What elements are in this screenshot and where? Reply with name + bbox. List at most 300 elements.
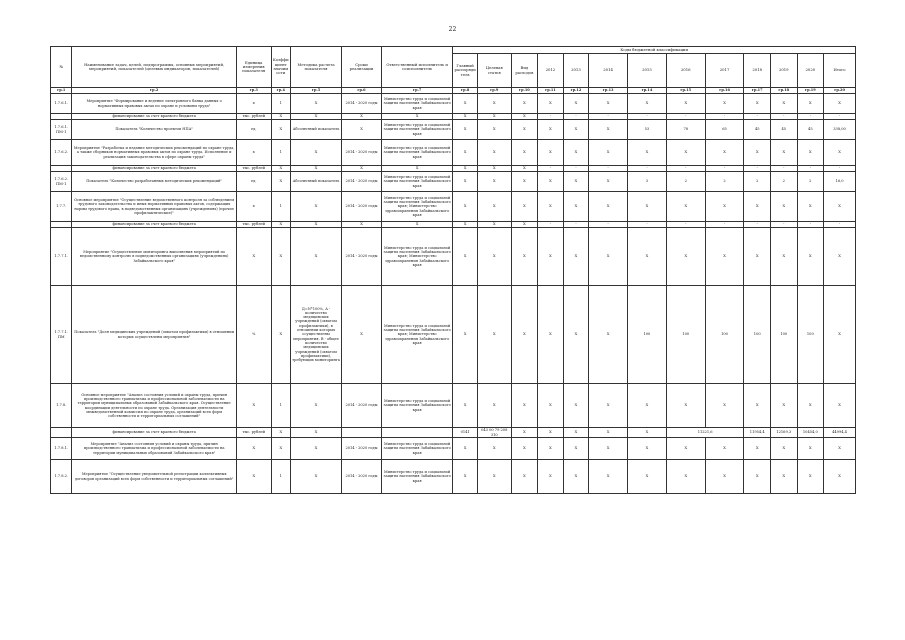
row-responsible [381, 428, 453, 438]
row-number: 1.7.6.2. [51, 140, 72, 166]
header-year: 2017 [705, 54, 744, 88]
row-chief: Х [453, 438, 478, 460]
row-chief: Х [453, 460, 478, 494]
row-coef: Х [271, 172, 290, 192]
row-exp-type: Х [511, 460, 538, 494]
row-target: Х [477, 384, 511, 428]
row-year-value: 100 [666, 286, 705, 384]
row-year-value: - [589, 166, 628, 172]
col-number: гр.20 [824, 88, 856, 94]
row-year-value: 45 [771, 120, 798, 140]
row-year-value: Х [563, 286, 589, 384]
table-row [51, 94, 856, 114]
row-terms: Х [342, 222, 382, 228]
row-chief: Х [453, 222, 478, 228]
row-year-value: 100 [771, 286, 798, 384]
row-target: Х [477, 114, 511, 120]
header-year: 2013 [563, 54, 589, 88]
table-row [51, 428, 856, 438]
row-unit: ед. [236, 120, 271, 140]
row-number: 1.7.7.1. ПМ [51, 286, 72, 384]
col-number: гр.1 [51, 88, 72, 94]
row-terms: 2014 - 2020 годы [342, 140, 382, 166]
row-year-value: Х [589, 438, 628, 460]
budget-table [50, 46, 856, 494]
row-number: 1.7.8.2. [51, 460, 72, 494]
row-number: 1.7.7. [51, 192, 72, 222]
table-row [51, 172, 856, 192]
row-year-value: 10454,0 [797, 428, 824, 438]
row-year-value: Х [666, 192, 705, 222]
row-terms: 2014 - 2020 годы [342, 192, 382, 222]
row-total: - [824, 114, 856, 120]
col-number: гр.2 [72, 88, 236, 94]
row-year-value: Х [538, 438, 564, 460]
row-year-value: Х [797, 192, 824, 222]
row-total: - [824, 222, 856, 228]
row-exp-type: Х [511, 438, 538, 460]
row-terms: 2014 - 2020 годы [342, 438, 382, 460]
row-year-value: - [797, 166, 824, 172]
header-year: 2020 [797, 54, 824, 88]
row-terms: 2014 - 2020 годы [342, 228, 382, 286]
col-number: гр.12 [563, 88, 589, 94]
row-coef: 1 [271, 384, 290, 428]
row-exp-type: Х [511, 94, 538, 114]
row-number: 1.7.8. [51, 384, 72, 428]
table-body [51, 94, 856, 494]
row-exp-type: Х [511, 192, 538, 222]
table-row [51, 120, 856, 140]
row-year-value: - [797, 114, 824, 120]
row-year-value: Х [589, 428, 628, 438]
header-terms: Сроки реализации [342, 47, 382, 88]
row-name: Основное мероприятие "Осуществление ведомственного контроля за соблюдением трудового законодательства и иных нормативных правовых актов, содержащих нормы трудового права, в подведомственных организациях (учреждениях) (прочие профилактические)" [72, 192, 236, 222]
row-exp-type: Х [511, 286, 538, 384]
row-terms: 2014 - 2020 годы [342, 384, 382, 428]
header-chief: Главный распорядитель [453, 54, 478, 88]
row-year-value: Х [744, 228, 771, 286]
row-year-value: 2 [771, 172, 798, 192]
row-unit: х [236, 94, 271, 114]
row-target: Х [477, 286, 511, 384]
row-coef: Х [271, 228, 290, 286]
row-year-value: Х [563, 384, 589, 428]
row-year-value: 11221,6 [666, 428, 744, 438]
row-responsible: Министерство труда и социальной защиты населения Забайкальского края [381, 460, 453, 494]
row-year-value: Х [628, 384, 667, 428]
row-number: 1.7.7.1. [51, 228, 72, 286]
row-year-value: Х [563, 120, 589, 140]
row-target: Х [477, 192, 511, 222]
table-row [51, 438, 856, 460]
row-exp-type: Х [511, 222, 538, 228]
row-year-value: Х [705, 94, 744, 114]
row-year-value: 2 [666, 172, 705, 192]
row-method: Д=N*100%, A - количество медицинских учреждений (охватом профилактики), в отношении которых осуществлены мероприятия, В - общее количество медицинских учреждений (охватом профилактики), требующих мониторинга [291, 286, 342, 384]
row-unit: % [236, 286, 271, 384]
row-year-value: Х [797, 438, 824, 460]
row-unit: тыс. рублей [236, 428, 271, 438]
row-chief: Х [453, 114, 478, 120]
col-number: гр.10 [511, 88, 538, 94]
row-year-value: Х [797, 460, 824, 494]
row-year-value: - [797, 222, 824, 228]
row-year-value: - [771, 114, 798, 120]
row-year-value: - [563, 166, 589, 172]
header-responsible: Ответственный исполнитель и соисполнитель [381, 47, 453, 88]
row-year-value: Х [589, 384, 628, 428]
row-year-value: - [628, 166, 667, 172]
row-method: Х [291, 192, 342, 222]
row-year-value: - [744, 166, 771, 172]
row-year-value: Х [589, 460, 628, 494]
row-name: Основное мероприятие "Анализ состояния условий и охраны труда, причин производственного травматизма и профессиональной заболеваемости на территории муниципальных образований Забайкальского края. Осуществление координации деятельности по охране труда. Организация деятельности межведомственной комиссии по охране труда, организаций всех форм собственности и территориальных соглашений" [72, 384, 236, 428]
row-year-value: Х [563, 228, 589, 286]
row-responsible: Министерство труда и социальной защиты населения Забайкальского края [381, 384, 453, 428]
row-year-value: 2 [705, 172, 744, 192]
table-row [51, 286, 856, 384]
row-year-value: Х [771, 94, 798, 114]
row-year-value: Х [563, 94, 589, 114]
row-chief: Х [453, 94, 478, 114]
row-coef: Х [271, 166, 290, 172]
row-year-value: - [744, 114, 771, 120]
row-name: Показатель "Количество разработанных методических рекомендаций" [72, 172, 236, 192]
row-year-value: Х [666, 460, 705, 494]
row-terms: 2014 - 2020 годы [342, 172, 382, 192]
row-number: 1.7.6.1. [51, 94, 72, 114]
header-year: 2019 [771, 54, 798, 88]
row-chief: Х [453, 192, 478, 222]
row-responsible: Х [381, 222, 453, 228]
row-year-value: Х [797, 94, 824, 114]
header-target: Целевая статья [477, 54, 511, 88]
row-unit: Х [236, 438, 271, 460]
row-name: Мероприятие "Формирование и ведение электронного банка данных о нормативных правовых актах по охране и условиям труда" [72, 94, 236, 114]
row-year-value: 100 [705, 286, 744, 384]
row-total: Х [824, 384, 856, 428]
row-number: 1.7.6.1. ПМ-1 [51, 120, 72, 140]
row-year-value: 65 [705, 120, 744, 140]
row-year-value: 11954,4 [744, 428, 771, 438]
row-terms: Х [342, 286, 382, 384]
row-total: - [824, 166, 856, 172]
row-method: Х [291, 140, 342, 166]
row-year-value: Х [666, 94, 705, 114]
row-total: 16,0 [824, 172, 856, 192]
row-year-value: - [538, 166, 564, 172]
header-num: № [51, 47, 72, 88]
row-name: Мероприятие "Анализ состояния условий и охраны труда, причин производственного травматизма и профессиональной заболеваемости на территории муниципальных образований Забайкальского края" [72, 438, 236, 460]
row-total: Х [824, 460, 856, 494]
row-unit: тыс. рублей [236, 222, 271, 228]
row-method: Х [291, 384, 342, 428]
row-number: 1.7.6.2. ПМ-1 [51, 172, 72, 192]
row-total: Х [824, 140, 856, 166]
row-responsible: Министерство труда и социальной защиты населения Забайкальского края; Министерство здравоохранения Забайкальского края [381, 286, 453, 384]
row-coef: Х [271, 114, 290, 120]
row-year-value: Х [771, 438, 798, 460]
row-year-value: Х [628, 140, 667, 166]
col-number: гр.15 [666, 88, 705, 94]
table-row [51, 384, 856, 428]
row-chief: Х [453, 228, 478, 286]
header-exp-type: Вид расходов [511, 54, 538, 88]
row-coef: 1 [271, 94, 290, 114]
row-exp-type: Х [511, 114, 538, 120]
row-exp-type: Х [511, 172, 538, 192]
row-total: Х [824, 286, 856, 384]
row-year-value: Х [666, 228, 705, 286]
row-year-value: - [771, 166, 798, 172]
row-year-value: - [628, 114, 667, 120]
row-year-value: - [563, 222, 589, 228]
row-name: финансирование за счет краевого бюджета [72, 114, 236, 120]
page-number: 22 [448, 26, 457, 33]
row-exp-type: Х [511, 428, 538, 438]
row-year-value: Х [563, 140, 589, 166]
row-year-value: Х [589, 228, 628, 286]
col-number: гр.11 [538, 88, 564, 94]
row-year-value: Х [705, 192, 744, 222]
col-number: гр.17 [744, 88, 771, 94]
row-target: 043 00 79 208 310 [477, 428, 511, 438]
row-responsible: Х [381, 114, 453, 120]
row-target: Х [477, 120, 511, 140]
header-year: 2016 [666, 54, 705, 88]
row-year-value: Х [538, 460, 564, 494]
row-year-value: Х [538, 428, 564, 438]
row-unit: х [236, 140, 271, 166]
row-total: 338,00 [824, 120, 856, 140]
row-unit: Х [236, 460, 271, 494]
row-name: финансирование за счет краевого бюджета [72, 222, 236, 228]
row-method: Х [291, 94, 342, 114]
row-name: Мероприятие "Осуществление уведомительной регистрации коллективных договоров организаций всех форм собственности и территориальных соглашений" [72, 460, 236, 494]
row-year-value: 2 [797, 172, 824, 192]
row-year-value: Х [771, 228, 798, 286]
row-year-value: Х [797, 228, 824, 286]
row-responsible: Министерство труда и социальной защиты населения Забайкальского края [381, 94, 453, 114]
header-name: Наименование задач, целей, подпрограммы, основных мероприятий, мероприятий, показателей (целевых индикаторов, показателей) [72, 47, 236, 88]
row-responsible: Министерство труда и социальной защиты населения Забайкальского края [381, 438, 453, 460]
row-year-value: - [771, 222, 798, 228]
row-responsible: Х [381, 166, 453, 172]
col-number: гр.18 [771, 88, 798, 94]
row-year-value: Х [744, 460, 771, 494]
col-number: гр.19 [797, 88, 824, 94]
row-total: Х [824, 228, 856, 286]
row-unit: тыс. рублей [236, 166, 271, 172]
row-exp-type: Х [511, 166, 538, 172]
row-year-value: - [705, 114, 744, 120]
col-number: гр.13 [589, 88, 628, 94]
row-year-value: Х [628, 460, 667, 494]
row-unit: Х [236, 228, 271, 286]
row-method: Х [291, 114, 342, 120]
row-year-value: - [744, 222, 771, 228]
row-chief: Х [453, 140, 478, 166]
col-number: гр.16 [705, 88, 744, 94]
row-year-value: - [563, 114, 589, 120]
row-year-value: Х [538, 192, 564, 222]
row-name: финансирование за счет краевого бюджета [72, 428, 236, 438]
row-method: Абсолютный показатель [291, 120, 342, 140]
row-year-value: - [589, 114, 628, 120]
row-year-value: Х [771, 140, 798, 166]
row-number: 1.7.8.1. [51, 438, 72, 460]
row-total: Х [824, 192, 856, 222]
row-coef: 1 [271, 140, 290, 166]
row-terms: 2014 - 2020 годы [342, 94, 382, 114]
row-method: Х [291, 166, 342, 172]
header-coef: Коэффициент значимости [271, 47, 290, 88]
row-year-value: Х [666, 438, 705, 460]
row-chief: Х [453, 172, 478, 192]
row-target: Х [477, 438, 511, 460]
col-number: гр.5 [291, 88, 342, 94]
row-year-value: - [589, 222, 628, 228]
row-method: Х [291, 228, 342, 286]
row-chief: Х [453, 166, 478, 172]
row-coef: Х [271, 222, 290, 228]
row-coef: Х [271, 428, 290, 438]
row-year-value: Х [744, 140, 771, 166]
row-year-value: Х [705, 384, 744, 428]
row-year-value: Х [538, 286, 564, 384]
row-year-value: Х [744, 192, 771, 222]
table-row [51, 228, 856, 286]
header-year: 2014 [589, 54, 628, 88]
row-year-value: Х [705, 460, 744, 494]
col-number: гр.14 [628, 88, 667, 94]
row-year-value: Х [705, 140, 744, 166]
row-chief: Х [453, 384, 478, 428]
row-year-value: 78 [666, 120, 705, 140]
row-year-value: Х [744, 438, 771, 460]
row-coef: 1 [271, 192, 290, 222]
row-method: Х [291, 428, 342, 438]
row-year-value: Х [797, 140, 824, 166]
row-year-value: - [538, 114, 564, 120]
row-year-value: Х [771, 384, 798, 428]
row-year-value: Х [628, 192, 667, 222]
row-exp-type: Х [511, 140, 538, 166]
row-total: Х [824, 438, 856, 460]
col-number: гр.7 [381, 88, 453, 94]
row-exp-type: Х [511, 228, 538, 286]
row-year-value: Х [589, 286, 628, 384]
row-terms: Х [342, 120, 382, 140]
row-year-value: - [705, 166, 744, 172]
row-year-value: Х [563, 192, 589, 222]
row-year-value: Х [538, 94, 564, 114]
row-year-value: Х [589, 120, 628, 140]
row-terms [342, 428, 382, 438]
row-year-value: Х [628, 438, 667, 460]
row-year-value: Х [771, 460, 798, 494]
row-number [51, 428, 72, 438]
row-target: Х [477, 460, 511, 494]
table-row [51, 460, 856, 494]
row-responsible: Министерство труда и социальной защиты населения Забайкальского края; Министерство здравоохранения Забайкальского края [381, 192, 453, 222]
header-year: 2018 [744, 54, 771, 88]
row-year-value: - [666, 114, 705, 120]
row-year-value: Х [563, 172, 589, 192]
header-year: 2015 [628, 54, 667, 88]
col-number: гр.6 [342, 88, 382, 94]
row-method: Х [291, 222, 342, 228]
row-year-value: 53 [628, 120, 667, 140]
row-year-value: Х [771, 192, 798, 222]
row-name: Показатель "Доля медицинских учреждений (охватом профилактики) в отношении которых осуществлены мероприятия" [72, 286, 236, 384]
col-number: гр.8 [453, 88, 478, 94]
row-total: Х [824, 94, 856, 114]
row-name: Показатель "Количество проектов НПА" [72, 120, 236, 140]
row-year-value: Х [628, 94, 667, 114]
row-responsible: Министерство труда и социальной защиты населения Забайкальского края [381, 140, 453, 166]
row-responsible: Министерство труда и социальной защиты населения Забайкальского края [381, 172, 453, 192]
table-row [51, 192, 856, 222]
row-year-value: Х [563, 460, 589, 494]
table-header [51, 47, 856, 94]
row-year-value: Х [744, 94, 771, 114]
row-name: Мероприятие "Осуществление мониторинга выполнения мероприятий по ведомственному контролю в подведомственных организациях (учреждениях) Забайкальского края" [72, 228, 236, 286]
row-year-value: - [705, 222, 744, 228]
row-year-value: Х [666, 384, 705, 428]
row-year-value: - [666, 222, 705, 228]
row-year-value: Х [589, 140, 628, 166]
row-year-value: Х [563, 438, 589, 460]
row-year-value: Х [538, 384, 564, 428]
row-year-value: Х [538, 120, 564, 140]
row-year-value: Х [666, 140, 705, 166]
row-method: Абсолютный показатель [291, 172, 342, 192]
row-unit: х [236, 192, 271, 222]
row-year-value: Х [628, 428, 667, 438]
row-year-value: - [538, 222, 564, 228]
col-number: гр.9 [477, 88, 511, 94]
row-terms: Х [342, 166, 382, 172]
row-coef: Х [271, 438, 290, 460]
row-year-value: 45 [744, 120, 771, 140]
row-year-value: Х [538, 228, 564, 286]
row-year-value: 100 [797, 286, 824, 384]
row-target: Х [477, 222, 511, 228]
row-year-value: Х [589, 172, 628, 192]
row-coef: Х [271, 120, 290, 140]
row-coef: Х [271, 286, 290, 384]
row-chief: 0141 [453, 428, 478, 438]
row-year-value: Х [628, 228, 667, 286]
table-row [51, 140, 856, 166]
row-year-value: 3 [628, 172, 667, 192]
row-coef: 1 [271, 460, 290, 494]
row-terms: Х [342, 114, 382, 120]
row-exp-type: Х [511, 384, 538, 428]
row-year-value: 100 [744, 286, 771, 384]
row-unit: ед. [236, 172, 271, 192]
header-year: 2012 [538, 54, 564, 88]
header-total: Итого [824, 54, 856, 88]
row-year-value: 2 [744, 172, 771, 192]
row-exp-type: Х [511, 120, 538, 140]
col-number: гр.3 [236, 88, 271, 94]
row-target: Х [477, 228, 511, 286]
row-year-value: Х [589, 192, 628, 222]
row-target: Х [477, 166, 511, 172]
